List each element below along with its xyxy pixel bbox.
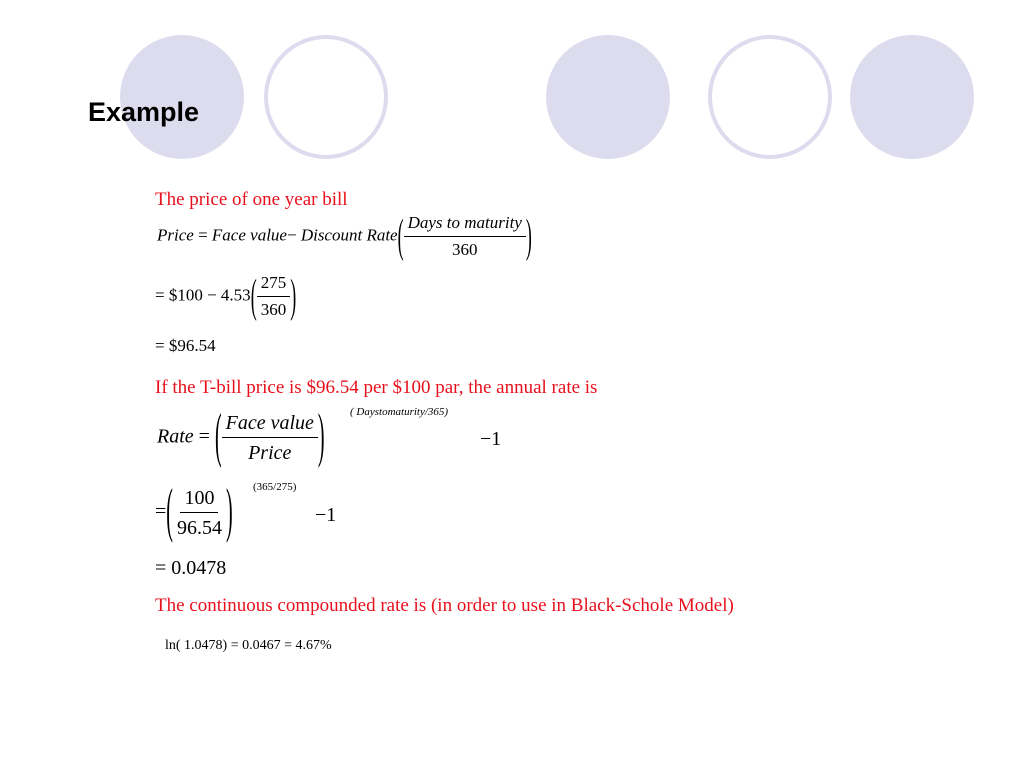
eq2-prefix: = $100 − 4.53 (155, 285, 251, 305)
equation-price-result: = $96.54 (155, 336, 216, 355)
eq4-lhs: Rate (157, 425, 194, 448)
decor-circle-4 (708, 35, 832, 159)
eq2-denominator: 360 (260, 299, 287, 319)
decor-circle-2 (264, 35, 388, 159)
equation-price-values: = $100 − 4.53( $\frac{275}{360}$ ) (155, 269, 297, 322)
slide-title: Example (88, 97, 200, 127)
equation-continuous-rate: ln( 1.0478) = 0.0467 = 4.67% (165, 638, 332, 653)
eq1-denominator: 360 (452, 239, 478, 259)
decor-circle-5 (850, 35, 974, 159)
decor-circle-3 (546, 35, 670, 159)
eq1-face-value: Face value (211, 225, 287, 245)
eq5-numerator: 100 (180, 487, 218, 513)
text-line-3: The continuous compounded rate is (in order to use in Black-Schole Model) (155, 595, 734, 616)
eq1-minus: − (286, 225, 297, 245)
eq5-tail: −1 (315, 504, 337, 526)
text-line-1: The price of one year bill (155, 189, 348, 210)
eq1-lhs: Price (157, 225, 194, 245)
eq5-exponent: (365/275) (253, 481, 297, 493)
eq2-numerator: 275 (257, 274, 291, 297)
eq4-exponent: ( Daystomaturity/365) (350, 406, 449, 418)
equation-rate: Rate = ( $\frac{\text{Face value}}{\text{Price}}$ ) (157, 403, 325, 470)
equation-rate-values: =( $\frac{100}{96.54}$ ) (155, 478, 233, 545)
equation-rate-result: = 0.0478 (155, 557, 227, 579)
eq4-tail: −1 (480, 428, 502, 450)
equation-price: Price = Face value− Discount Rate( $\frac{\text{Days to maturity}}{360}$ ) (157, 209, 532, 262)
eq5-denominator: 96.54 (176, 517, 222, 539)
eq1-discount-rate: Discount Rate (300, 225, 398, 245)
text-line-2: If the T-bill price is $96.54 per $100 par, the annual rate is (155, 377, 598, 398)
eq1-numerator: Days to maturity (404, 214, 526, 237)
eq4-denominator: Price (248, 442, 292, 464)
eq4-numerator: Face value (222, 412, 318, 438)
